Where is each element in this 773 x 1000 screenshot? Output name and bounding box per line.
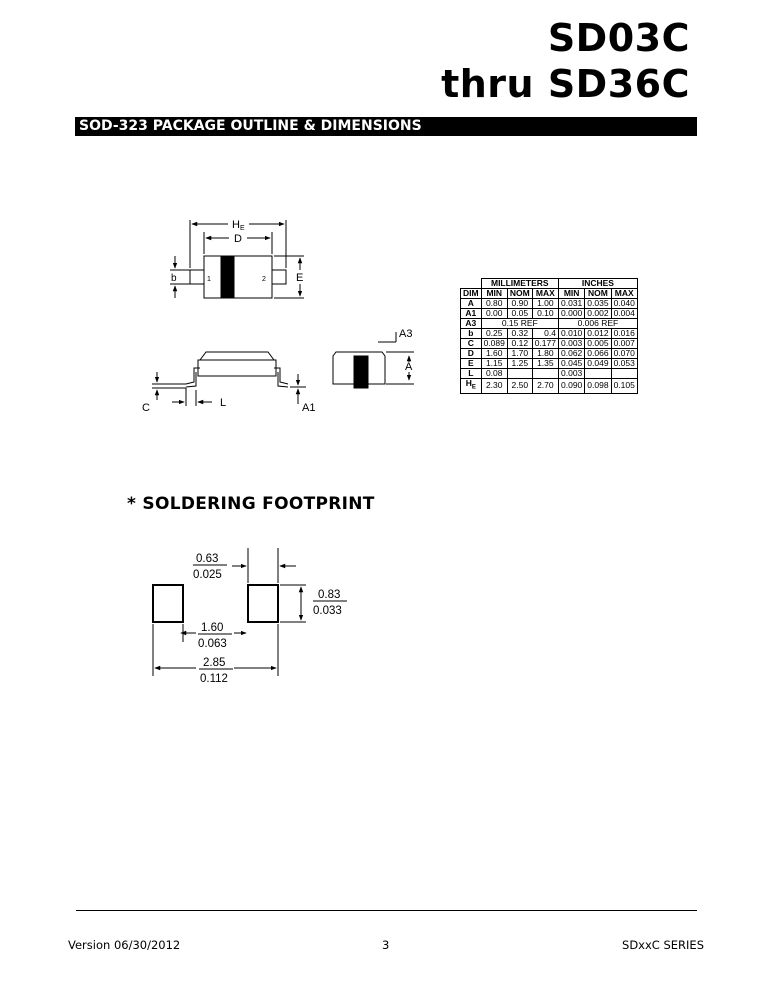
overall-mm: 2.85 [203,657,226,669]
pad-height-in: 0.033 [313,605,342,617]
he-label: HE [232,219,245,232]
footer-rule [76,910,697,911]
table-row: L 0.08 0.003 [461,369,638,379]
table-row: C 0.089 0.12 0.177 0.003 0.005 0.007 [461,339,638,349]
soldering-footprint-title: * SOLDERING FOOTPRINT [127,494,375,514]
inch-group-header: INCHES [559,279,638,289]
col-header: NOM [585,289,611,299]
footer-page-number: 3 [382,938,390,952]
c-label: C [142,402,150,414]
d-label: D [234,233,242,245]
l-label: L [220,397,227,409]
table-row: E 1.15 1.25 1.35 0.045 0.049 0.053 [461,359,638,369]
table-row: b 0.25 0.32 0.4 0.010 0.012 0.016 [461,329,638,339]
table-row: A1 0.00 0.05 0.10 0.000 0.002 0.004 [461,309,638,319]
pad-gap-mm: 1.60 [201,622,224,634]
pin2-label: 2 [262,276,266,283]
col-header: MAX [611,289,637,299]
pad-gap-in: 0.063 [198,638,227,650]
col-header: MIN [559,289,585,299]
col-header: NOM [507,289,532,299]
table-row: D 1.60 1.70 1.80 0.062 0.066 0.070 [461,349,638,359]
page-title-line1: SD03C [547,16,690,60]
left-pad [153,585,183,622]
a-label: A [405,361,413,373]
a1-label: A1 [302,402,316,414]
col-header: MIN [481,289,507,299]
a3-label: A3 [399,328,413,340]
table-row: A 0.80 0.90 1.00 0.031 0.035 0.040 [461,299,638,309]
table-row: A3 0.15 REF 0.006 REF [461,319,638,329]
section-header: SOD-323 PACKAGE OUTLINE & DIMENSIONS [75,117,697,136]
b-label: b [171,273,177,284]
page-title-line2: thru SD36C [441,62,690,106]
col-header: MAX [532,289,558,299]
col-header: DIM [461,289,482,299]
e-label: E [296,272,304,284]
pad-width-in: 0.025 [193,569,222,581]
footer-series: SDxxC SERIES [622,938,704,952]
overall-in: 0.112 [200,673,228,685]
pad-height-mm: 0.83 [318,589,341,601]
footer-version: Version 06/30/2012 [68,938,181,952]
pin1-label: 1 [207,276,211,283]
pad-width-mm: 0.63 [196,553,219,565]
right-pad [248,585,278,622]
mm-group-header: MILLIMETERS [481,279,558,289]
table-row: $H_E$ 2.30 2.50 2.70 0.090 0.098 0.105 [461,379,638,394]
